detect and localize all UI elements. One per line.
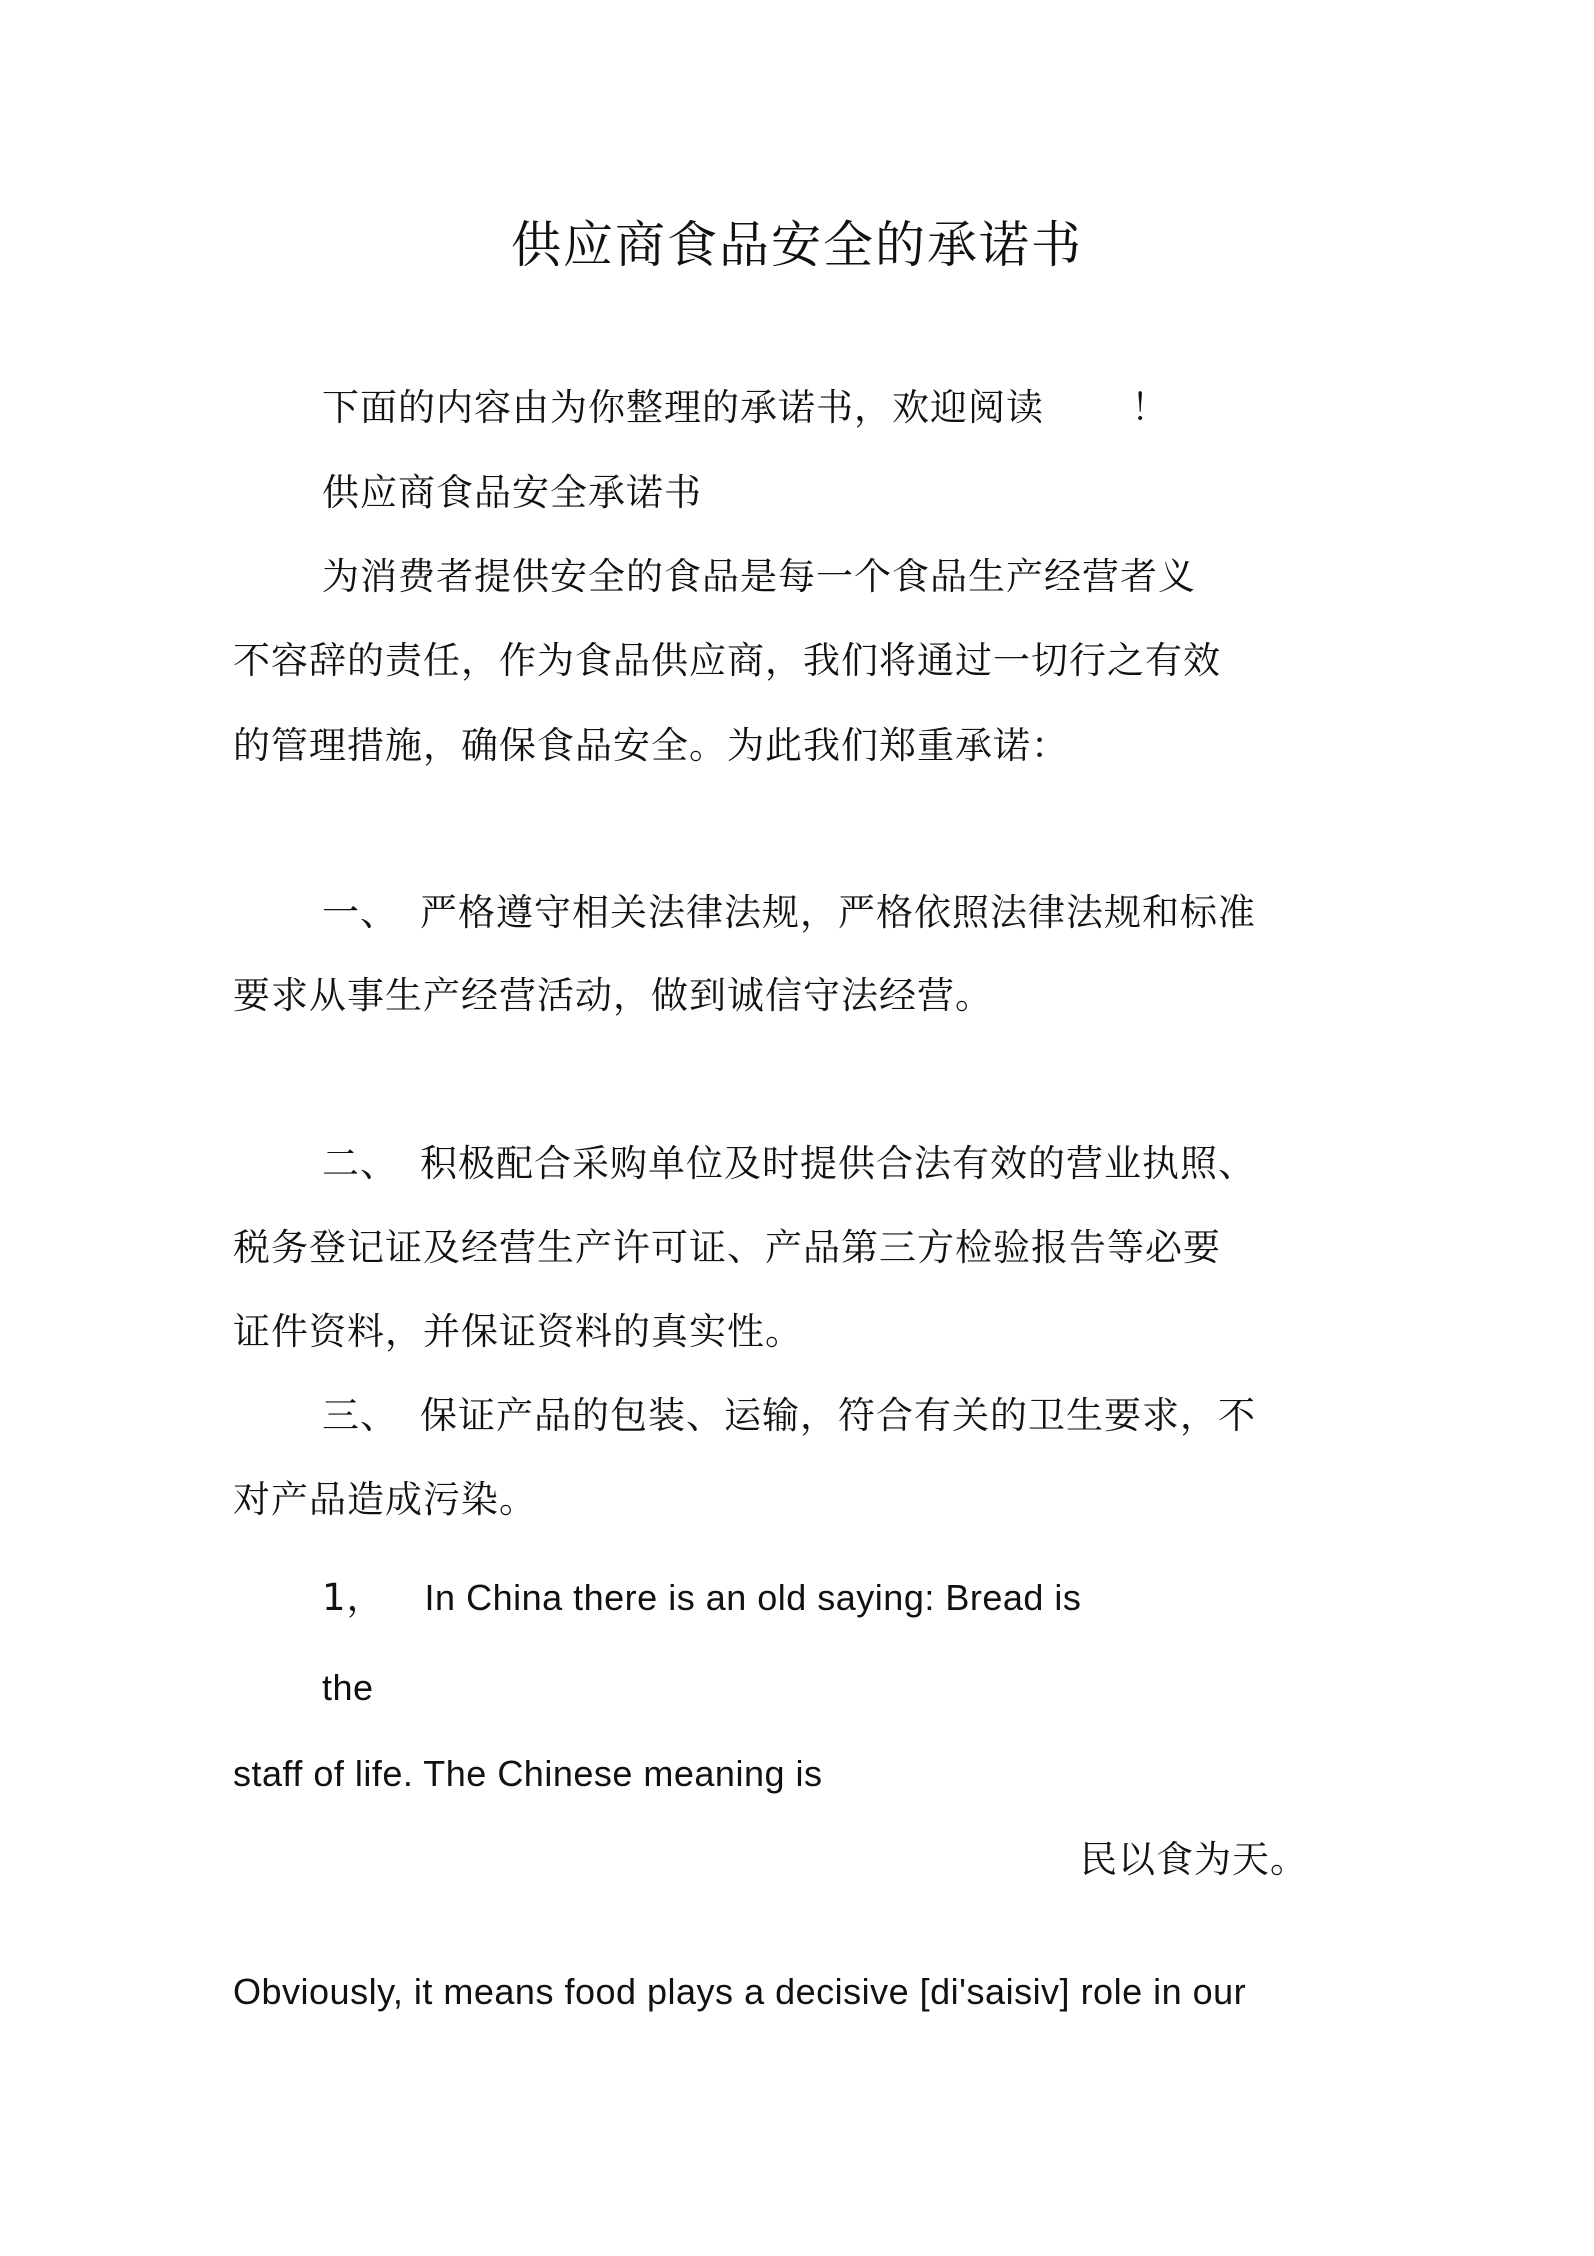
intro-exclamation: ！	[1131, 386, 1169, 429]
paragraph1-line3: 的管理措施，确保食品安全。为此我们郑重承诺：	[233, 724, 1069, 767]
item3-line2: 对产品造成污染。	[233, 1478, 537, 1521]
intro-text: 下面的内容由为你整理的承诺书，欢迎阅读	[322, 386, 1044, 429]
item1-line1	[322, 891, 1256, 935]
english-line3: staff of life. The Chinese meaning is	[233, 1753, 823, 1794]
watermark-trace	[812, 1327, 1192, 1343]
item3-number: 三、	[322, 1394, 398, 1437]
english-line4: Obviously, it means food plays a decisive [di'saisiv] role in our	[233, 1971, 1247, 2012]
item2-text: 积极配合采购单位及时提供合法有效的营业执照、	[420, 1142, 1256, 1185]
english-text1: In China there is an old saying: Bread is	[424, 1577, 1082, 1618]
subtitle: 供应商食品安全承诺书	[322, 471, 702, 514]
intro-line	[322, 386, 1044, 430]
item2-line2: 税务登记证及经营生产许可证、产品第三方检验报告等必要	[233, 1226, 1221, 1269]
item2-number: 二、	[322, 1142, 398, 1185]
english-line1	[322, 1576, 1081, 1620]
item1-number: 一、	[322, 891, 398, 934]
item2-line1	[322, 1142, 1256, 1186]
paragraph1-line2: 不容辞的责任，作为食品供应商，我们将通过一切行之有效	[233, 639, 1221, 682]
item2-line3: 证件资料，并保证资料的真实性。	[233, 1310, 803, 1353]
item3-text: 保证产品的包装、运输，符合有关的卫生要求，不	[420, 1394, 1256, 1437]
watermark-trace	[233, 825, 343, 841]
item1-text: 严格遵守相关法律法规，严格依照法律法规和标准	[420, 891, 1256, 934]
watermark-trace	[375, 1683, 760, 1699]
english-line2: the	[322, 1667, 374, 1708]
chinese-saying: 民以食为天。	[1080, 1838, 1308, 1881]
watermark-trace	[1000, 990, 1350, 1006]
english-number: 1，	[322, 1576, 385, 1619]
watermark-trace	[1085, 740, 1335, 756]
document-title: 供应商食品安全的承诺书	[511, 216, 1083, 274]
paragraph1-line1: 为消费者提供安全的食品是每一个食品生产经营者义	[322, 555, 1196, 598]
item1-line2: 要求从事生产经营活动，做到诚信守法经营。	[233, 974, 993, 1017]
item3-line1	[322, 1394, 1256, 1438]
watermark-trace	[233, 1925, 583, 1941]
